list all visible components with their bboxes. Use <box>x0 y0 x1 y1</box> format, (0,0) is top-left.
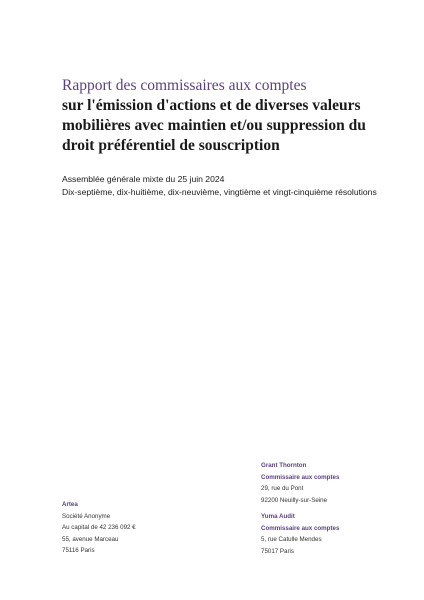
company-city: 75116 Paris <box>62 547 95 554</box>
report-title: Rapport des commissaires aux comptes <box>62 77 307 94</box>
resolutions-list: Dix-septième, dix-huitième, dix-neuvième, vingtième et vingt-cinquième résolutions <box>62 187 377 197</box>
auditor-city: 92200 Neuilly-sur-Seine <box>261 496 328 504</box>
auditor-street: 29, rue du Pont <box>261 485 304 492</box>
auditor-street: 5, rue Catulle Mendes <box>261 536 322 543</box>
company-name: Artea <box>62 501 78 508</box>
auditor-role: Commissaire aux comptes <box>261 524 340 532</box>
company-street: 55, avenue Marceau <box>62 535 119 543</box>
auditor-name: Grant Thornton <box>261 462 307 469</box>
auditor-city: 75017 Paris <box>261 547 295 555</box>
auditor-name: Yuma Audit <box>261 513 295 520</box>
company-address <box>62 499 136 557</box>
report-subtitle-line-3: droit préférentiel de souscription <box>62 137 280 154</box>
report-title-block <box>62 76 402 156</box>
company-type: Société Anonyme <box>62 512 111 520</box>
meeting-info <box>62 173 402 199</box>
auditor-yuma-audit <box>261 511 339 557</box>
report-subtitle-line-2: mobilières avec maintien et/ou suppression du <box>62 117 366 134</box>
auditor-grant-thornton <box>261 460 339 506</box>
company-capital: Au capital de 42 236 092 € <box>62 524 136 531</box>
auditor-role: Commissaire aux comptes <box>261 473 340 481</box>
assembly-date: Assemblée générale mixte du 25 juin 2024 <box>62 174 225 184</box>
report-subtitle-line-1: sur l'émission d'actions et de diverses valeurs <box>62 97 361 114</box>
